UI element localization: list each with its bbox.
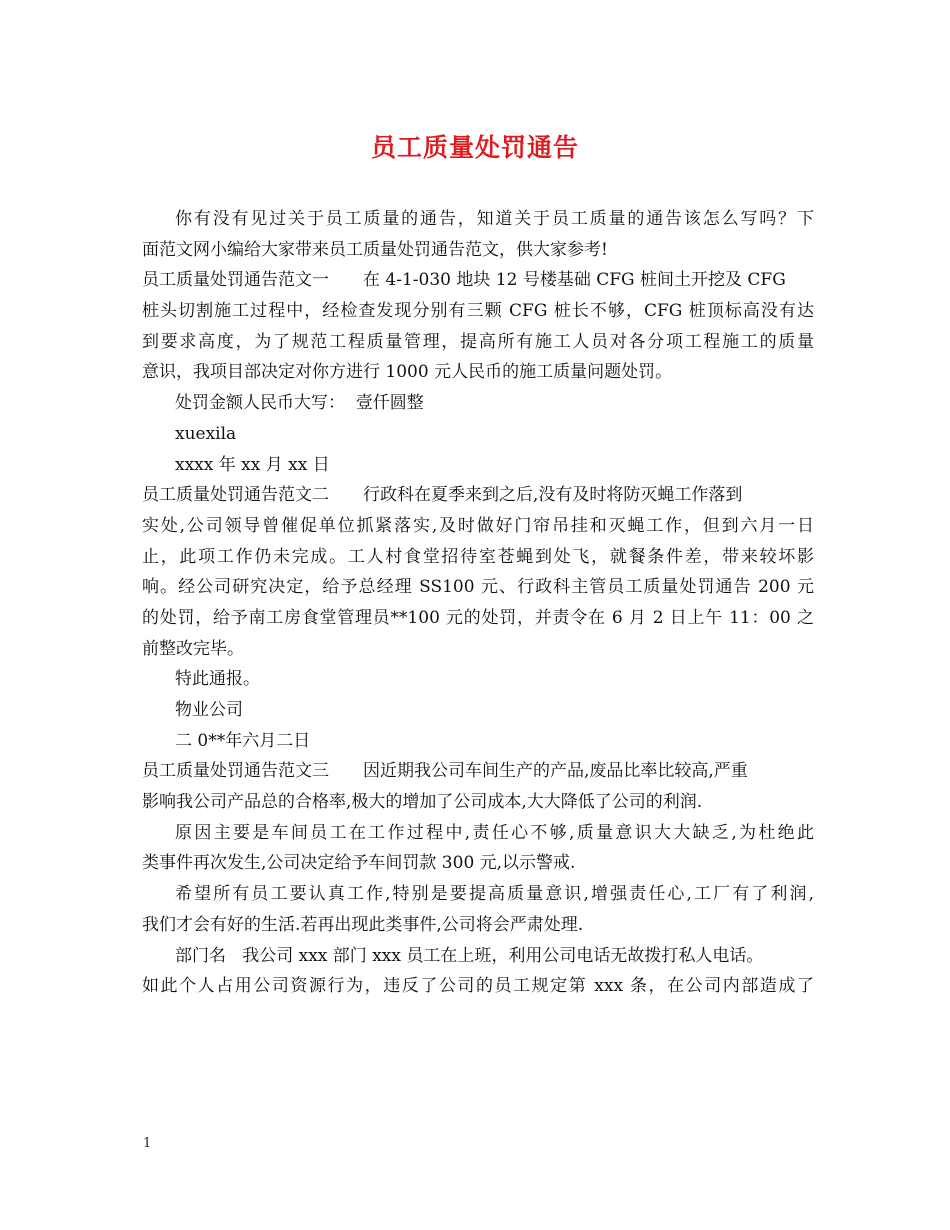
paragraph-line [142,327,814,358]
section-heading: 员工质量处罚通告范文一 [142,270,329,291]
paragraph-line [142,756,814,787]
paragraph-line [142,419,814,450]
text-run: 处罚金额人民币大写： [175,393,345,414]
text-run: 意识，我项目部决定对你方进行 1000 元人民币的施工质量问题处罚。 [142,362,673,383]
amount-in-words: 壹仟圆整 [355,393,424,414]
paragraph-line [142,726,814,757]
paragraph-line [142,265,814,296]
text-run: 部门名 [175,945,226,966]
paragraph-line [142,388,814,419]
text-run: 到要求高度，为了规范工程质量管理，提高所有施工人员对各分项工程施工的质量 [142,331,814,352]
text-run: 实处,公司领导曾催促单位抓紧落实,及时做好门帘吊挂和灭蝇工作，但到六月一日 [142,515,814,536]
text-run: 类事件再次发生,公司决定给予车间罚款 300 元,以示警戒. [142,853,576,874]
text-run: 行政科在夏季来到之后,没有及时将防灭蝇工作落到 [363,485,743,506]
text-run: 我们才会有好的生活.若再出现此类事件,公司将会严肃处理. [142,914,584,935]
paragraph-line [142,941,814,972]
signature-line: xuexila [175,423,237,444]
text-run: 前整改完毕。 [142,638,244,659]
text-run: 的处罚，给予南工房食堂管理员**100 元的处罚，并责令在 6 月 2 日上午 11：00 之 [142,607,814,628]
paragraph-line [142,296,814,327]
text-run: 特此通报。 [175,669,260,690]
signature-line: 物业公司 [175,700,243,720]
text-run: 桩头切割施工过程中，经检查发现分别有三颗 CFG 桩长不够，CFG 桩顶标高没有达 [142,301,814,322]
paragraph-line [142,235,814,266]
section-heading: 员工质量处罚通告范文三 [142,761,329,782]
paragraph-line [142,572,814,603]
text-run: 面范文网小编给大家带来员工质量处罚通告范文，供大家参考! [142,239,608,260]
date-line: xxxx 年 xx 月 xx 日 [175,454,330,475]
section-heading: 员工质量处罚通告范文二 [142,485,329,506]
paragraph-line [142,818,814,849]
text-run: 因近期我公司车间生产的产品,废品比率比较高,严重 [363,761,748,782]
document-body [142,204,814,1002]
paragraph-line [142,664,814,695]
paragraph-line [142,357,814,388]
text-run: 响。经公司研究决定，给予总经理 SS100 元、行政科主管员工质量处罚通告 200 元 [142,577,814,598]
text-run: 你有没有见过关于员工质量的通告，知道关于员工质量的通告该怎么写吗？下 [175,209,814,229]
date-line: 二 0**年六月二日 [175,730,311,751]
paragraph-line [142,542,814,573]
paragraph-line [142,695,814,726]
text-run: 如此个人占用公司资源行为，违反了公司的员工规定第 xxx 条，在公司内部造成了 [142,976,814,997]
text-run: 在 4-1-030 地块 12 号楼基础 CFG 桩间土开挖及 CFG [363,270,786,291]
text-run: 止，此项工作仍未完成。工人村食堂招待室苍蝇到处飞，就餐条件差，带来较坏影 [142,546,814,567]
paragraph-line [142,910,814,941]
text-run: 原因主要是车间员工在工作过程中,责任心不够,质量意识大大缺乏,为杜绝此 [175,822,814,843]
page-number: 1 [143,1136,152,1151]
paragraph-line [142,634,814,665]
text-run: 我公司 xxx 部门 xxx 员工在上班，利用公司电话无故拨打私人电话。 [242,945,764,966]
paragraph-line [142,511,814,542]
paragraph-line [142,848,814,879]
paragraph-line [142,879,814,910]
paragraph-line [142,480,814,511]
document-title: 员工质量处罚通告 [370,133,579,162]
paragraph-line [142,204,814,235]
paragraph-line [142,450,814,481]
paragraph-line [142,787,814,818]
text-run: 希望所有员工要认真工作,特别是要提高质量意识,增强责任心,工厂有了利润, [175,884,814,905]
paragraph-line [142,971,814,1002]
paragraph-line [142,603,814,634]
text-run: 影响我公司产品总的合格率,极大的增加了公司成本,大大降低了公司的利润. [142,792,703,813]
